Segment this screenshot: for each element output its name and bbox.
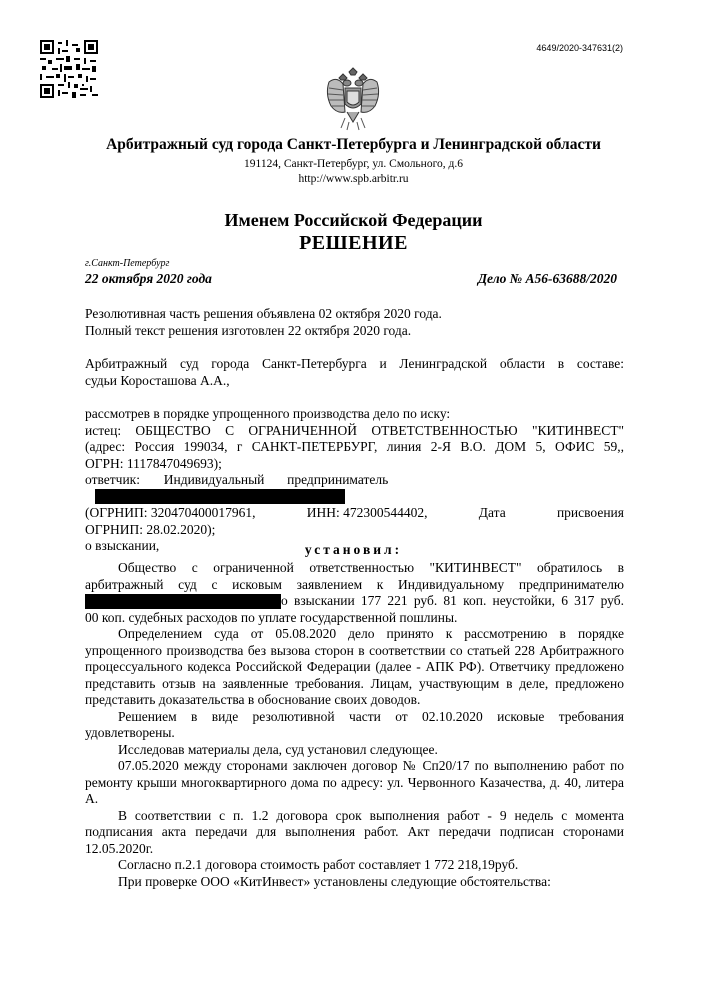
ogrnip-date: ОГРНИП: 28.02.2020);: [85, 521, 216, 537]
court-website: http://www.spb.arbitr.ru: [298, 173, 409, 185]
composition-block: [85, 356, 624, 389]
coat-of-arms-icon: [323, 66, 383, 132]
plaintiff-address: (адрес: Россия 199034, г САНКТ-ПЕТЕРБУРГ, линия 2-Я В.О. ДОМ 5, ОФИС 59,,: [85, 439, 624, 454]
city: г.Санкт-Петербург: [85, 258, 170, 269]
court-name: Арбитражный суд города Санкт-Петербурга и Ленинградской области: [106, 136, 601, 153]
ogrnip: (ОГРНИП: 320470400017961,: [85, 505, 256, 520]
body-p1-line4: 00 коп. судебных расходов по уплате государственной пошлины.: [85, 609, 458, 625]
defendant-type-2: предприниматель: [287, 472, 389, 487]
redaction-bar: [95, 489, 345, 504]
body-p1-line3: о взыскании 177 221 руб. 81 коп. неустойки, 6 317 руб.: [281, 593, 624, 608]
full-text-prepared: Полный текст решения изготовлен 22 октября 2020 года.: [85, 322, 412, 338]
defendant-type-1: Индивидуальный: [163, 472, 265, 487]
plaintiff-line: истец: ОБЩЕСТВО С ОГРАНИЧЕННОЙ ОТВЕТСТВЕННОСТЬЮ "КИТИНВЕСТ": [85, 422, 624, 438]
resolution-announced: Резолютивная часть решения объявлена 02 октября 2020 года.: [85, 306, 442, 321]
case-number: Дело № А56-63688/2020: [477, 271, 617, 286]
body-p3: Решением в виде резолютивной части от 02.10.2020 исковые требования удовлетворены.: [85, 708, 624, 740]
date-label: Дата: [478, 505, 506, 520]
parties-intro: рассмотрев в порядке упрощенного производства дело по иску:: [85, 406, 451, 421]
claim-subject: о взыскании,: [85, 538, 160, 553]
body-p6: В соответствии с п. 1.2 договора срок выполнения работ - 9 недель с момента подписания акта передачи для выполнения работ. Акт передачи подписан сторонами 12.05.2020г.: [85, 807, 624, 856]
assign-label: присвоения: [556, 505, 624, 520]
composition-line: Арбитражный суд города Санкт-Петербурга и Ленинградской области в составе:: [85, 356, 624, 371]
defendant-label: ответчик:: [85, 472, 140, 487]
document-number: 4649/2020-347631(2): [536, 43, 623, 53]
court-address-block: [0, 157, 707, 187]
body-block: [85, 560, 624, 890]
body-p1-line3-wrap: [85, 593, 624, 610]
decision-date: 22 октября 2020 года: [85, 271, 212, 286]
body-p4: Исследовав материалы дела, суд установил следующее.: [118, 741, 438, 757]
body-p1-line1: Общество с ограниченной ответственностью "КИТИНВЕСТ" обратилось в: [118, 560, 624, 575]
body-p7: Согласно п.2.1 договора стоимость работ составляет 1 772 218,19руб.: [118, 857, 519, 872]
imenem-heading: Именем Российской Федерации: [224, 210, 483, 230]
decision-title: РЕШЕНИЕ: [299, 232, 408, 254]
court-address: 191124, Санкт-Петербург, ул. Смольного, д.6: [244, 158, 463, 170]
defendant-ids: [85, 505, 624, 522]
defendant-line: [85, 472, 624, 505]
plaintiff-ogrn: ОГРН: 1117847049693);: [85, 455, 222, 471]
body-p2: Определением суда от 05.08.2020 дело принято к рассмотрению в порядке упрощенного производства без вызова сторон в соответствии со статьей 228 Арбитражного процессуального кодекса Российской Федерации (далее - АПК РФ). Ответчику предложено представить отзыв на заявленные требования. Лицам, участвующим в деле, предложено представить доказательства в обоснование своих доводов.: [85, 626, 624, 707]
judge-line: судьи Коросташова А.А.,: [85, 372, 230, 388]
body-p8: При проверке ООО «КитИнвест» установлены следующие обстоятельства:: [118, 873, 551, 889]
ustanovil-heading: установил:: [304, 542, 403, 557]
qr-code: [40, 40, 98, 98]
body-p1-line2: арбитражный суд с исковым заявлением к Индивидуальному предпринимателю: [85, 576, 624, 592]
inn: ИНН: 472300544402,: [306, 505, 428, 520]
body-p5: 07.05.2020 между сторонами заключен договор № Сп20/17 по выполнению работ по ремонту крыши многоквартирного дома по адресу: ул. Червонного Казачества, д. 40, литера А.: [85, 758, 624, 806]
parties-block: [85, 406, 624, 555]
intro-block: [85, 306, 624, 339]
redaction-bar: [85, 594, 281, 609]
